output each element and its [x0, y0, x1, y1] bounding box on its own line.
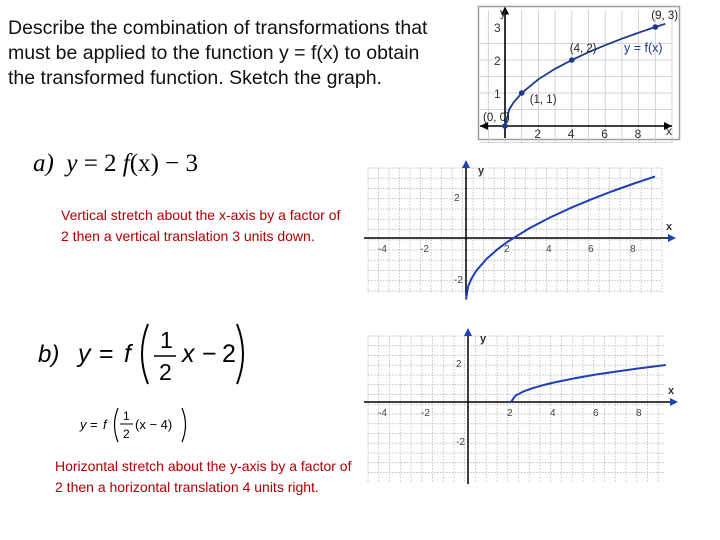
eq-b-minus: −	[202, 340, 217, 368]
part-a-graph	[362, 156, 682, 298]
eq-a-const: 3	[185, 150, 199, 177]
reference-point	[653, 24, 659, 30]
x-tick-label: 8	[636, 408, 642, 419]
y-tick-label: 2	[494, 54, 501, 68]
reference-graph	[478, 6, 680, 140]
x-tick-label: 8	[630, 244, 636, 255]
y-axis-label: y	[500, 5, 506, 20]
eq-b2-den: 2	[123, 427, 130, 441]
part-b-graph	[360, 333, 684, 488]
y-tick-label: 2	[454, 193, 460, 204]
x-tick-label: 6	[588, 244, 594, 255]
point-label: (4, 2)	[569, 43, 597, 55]
point-label: (9, 3)	[651, 10, 679, 22]
part-b-label: b)	[38, 341, 60, 368]
b-curve	[511, 365, 666, 402]
x-tick-label: 4	[546, 244, 552, 255]
eq-b2-arg: (x − 4)	[135, 417, 173, 432]
x-axis-arrow	[668, 234, 676, 242]
eq-b-equals: =	[99, 340, 114, 368]
x-axis-label: x	[668, 385, 675, 397]
x-tick-label: 4	[550, 408, 556, 419]
eq-b-den: 2	[159, 359, 172, 385]
eq-b-x: x	[182, 340, 195, 368]
x-tick-label: 2	[507, 408, 513, 419]
eq-b2-equals: =	[90, 417, 98, 432]
y-axis-label: y	[478, 165, 485, 177]
eq-b-f: f	[124, 340, 131, 368]
y-axis-arrow	[462, 160, 470, 168]
eq-b-num: 1	[160, 327, 173, 353]
x-axis-label: x	[666, 124, 672, 138]
y-tick-label: 1	[494, 87, 501, 101]
x-axis-arrow	[670, 398, 678, 406]
x-tick-label: 2	[534, 127, 542, 141]
eq-a-coef: 2	[104, 150, 117, 177]
y-tick-label: 2	[456, 359, 462, 370]
y-axis-arrow	[464, 328, 472, 336]
x-tick-label: -4	[378, 244, 387, 255]
point-label: (1, 1)	[529, 94, 557, 106]
part-a-equation	[33, 150, 198, 178]
part-b-description: Horizontal stretch about the y-axis by a factor of 2 then a horizontal translation 4 units right.	[55, 458, 352, 495]
part-a-label: a)	[33, 150, 54, 177]
x-tick-label: -4	[378, 408, 387, 419]
y-tick-label: -2	[454, 275, 463, 286]
x-tick-label: 4	[567, 127, 575, 141]
eq-a-y: y	[66, 150, 78, 177]
eq-b2-f: f	[103, 417, 107, 432]
eq-a-arg: (x)	[129, 150, 159, 177]
x-tick-label: -2	[420, 244, 429, 255]
part-a-description: Vertical stretch about the x-axis by a factor of 2 then a vertical translation 3 units down.	[61, 207, 341, 244]
y-tick-label: -2	[456, 437, 465, 448]
x-tick-label: -2	[421, 408, 430, 419]
y-tick-label: 3	[494, 21, 501, 35]
problem-prompt: Describe the combination of transformations that must be applied to the function y = f(x) to obtain the transformed function. Sketch the graph.	[8, 17, 428, 89]
x-tick-label: 6	[593, 408, 599, 419]
eq-a-equals: =	[83, 150, 98, 177]
eq-b2-y: y	[80, 417, 87, 432]
reference-point	[502, 123, 508, 129]
y-axis-label: y	[480, 333, 487, 345]
x-axis-label: x	[666, 221, 673, 233]
reference-point	[569, 57, 575, 63]
part-b-factored-equation	[80, 402, 200, 446]
eq-b-const: 2	[222, 340, 236, 368]
eq-b2-num: 1	[123, 409, 130, 423]
x-tick-label: 6	[601, 127, 608, 141]
point-label: (0, 0)	[483, 112, 510, 124]
x-tick-label: 8	[634, 127, 642, 141]
reference-point	[519, 90, 525, 96]
eq-a-minus: −	[165, 150, 180, 177]
reference-curve-label: y = f(x)	[624, 41, 663, 55]
part-b-equation	[36, 318, 256, 392]
eq-a-f: f	[122, 150, 130, 177]
eq-b-y: y	[78, 340, 91, 368]
x-tick-label: 2	[504, 244, 510, 255]
